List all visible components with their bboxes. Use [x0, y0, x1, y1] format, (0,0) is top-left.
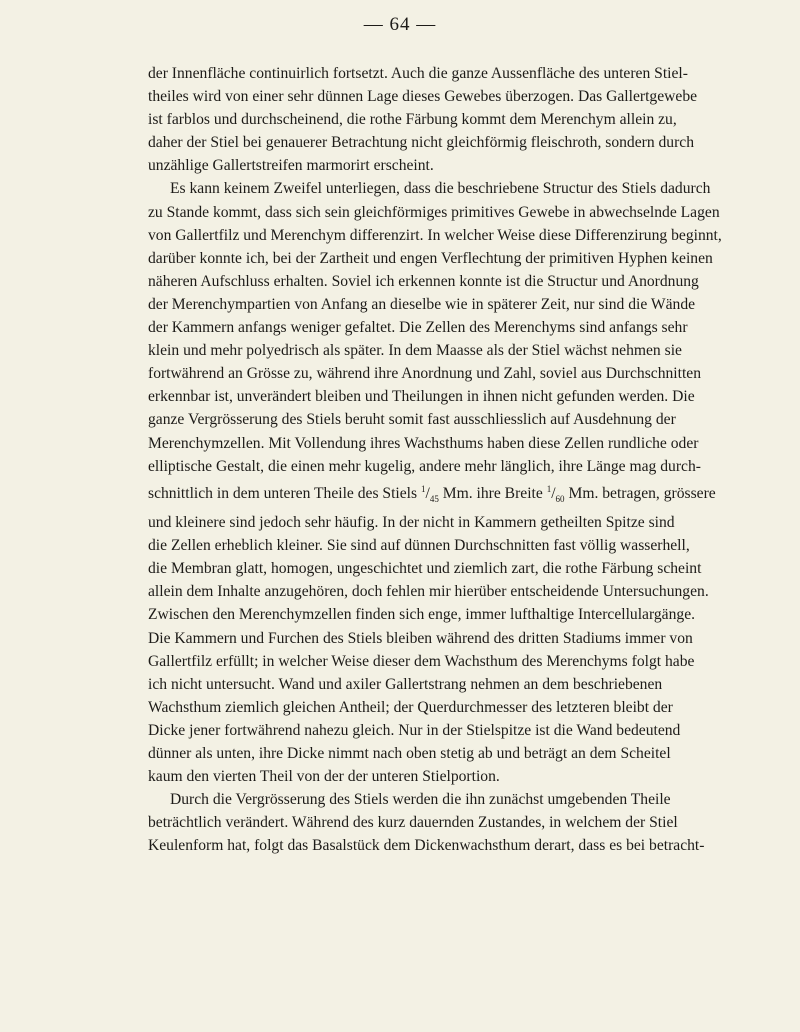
text-line: und kleinere sind jedoch sehr häufig. In der nicht in Kammern getheilten Spitze sind — [148, 514, 675, 532]
text-line: Es kann keinem Zweifel unterliegen, dass die beschriebene Structur des Stiels dadurch — [170, 180, 711, 198]
text-line: Durch die Vergrösserung des Stiels werden die ihn zunächst umgebenden Theile — [170, 791, 671, 809]
text-line: theiles wird von einer sehr dünnen Lage dieses Gewebes überzogen. Das Gallertgewebe — [148, 88, 698, 106]
text-line: der Merenchympartien von Anfang an dieselbe wie in späterer Zeit, nur sind die Wände — [148, 295, 696, 313]
text-line: Zwischen den Merenchymzellen finden sich enge, immer lufthaltige Intercellulargänge. — [148, 606, 696, 624]
text-line: ich nicht untersucht. Wand und axiler Gallertstrang nehmen an dem beschriebenen — [148, 675, 663, 693]
text-line: Gallertfilz erfüllt; in welcher Weise dieser dem Wachsthum des Merenchyms folgt habe — [148, 652, 695, 670]
text-line: Dicke jener fortwährend nahezu gleich. Nur in der Stielspitze ist die Wand bedeutend — [148, 721, 681, 739]
text-line: beträchtlich verändert. Während des kurz dauernden Zustandes, in welchem der Stiel — [148, 814, 678, 832]
text-line: der Kammern anfangs weniger gefaltet. Die Zellen des Merenchyms sind anfangs sehr — [148, 319, 688, 337]
text-line: daher der Stiel bei genauerer Betrachtung nicht gleichförmig fleischroth, sondern durch — [148, 134, 695, 152]
text-line: Keulenform hat, folgt das Basalstück dem Dickenwachsthum derart, dass es bei betracht- — [148, 837, 705, 855]
paragraph-1 — [148, 62, 698, 177]
text-line: Wachsthum ziemlich gleichen Antheil; der Querdurchmesser des letzteren bleibt der — [148, 698, 673, 716]
text-line: unzählige Gallertstreifen marmorirt erscheint. — [148, 157, 434, 175]
text-line: Die Kammern und Furchen des Stiels bleiben während des dritten Stadiums immer von — [148, 629, 693, 647]
text-line: die Membran glatt, homogen, ungeschichtet und ziemlich zart, die rothe Färbung scheint — [148, 560, 702, 578]
fraction-line-start: schnittlich in dem unteren Theile des Stiels — [148, 484, 418, 502]
text-line: dünner als unten, ihre Dicke nimmt nach oben stetig ab und beträgt an dem Scheitel — [148, 745, 671, 763]
text-line: allein dem Inhalte anzugehören, doch fehlen mir hierüber entscheidende Untersuchungen. — [148, 583, 709, 601]
text-line: elliptische Gestalt, die einen mehr kugelig, andere mehr länglich, ihre Länge mag durch- — [148, 457, 701, 475]
text-line: klein und mehr polyedrisch als später. In dem Maasse als der Stiel wächst nehmen sie — [148, 342, 682, 360]
text-line: erkennbar ist, unverändert bleiben und Theilungen in ihnen nicht gefunden werden. Die — [148, 388, 695, 406]
paragraph-2 — [148, 177, 722, 788]
text-line: ganze Vergrösserung des Stiels beruht somit fast ausschliesslich auf Ausdehnung der — [148, 411, 676, 429]
fraction-line-middle: Mm. ihre Breite — [442, 484, 543, 502]
text-line: die Zellen erheblich kleiner. Sie sind auf dünnen Durchschnitten fast völlig wasserhell, — [148, 537, 690, 555]
text-line-with-fractions — [148, 478, 716, 511]
fraction-width: $^1/_{60}$ — [546, 483, 565, 504]
text-line: näheren Aufschluss erhalten. Soviel ich erkennen konnte ist die Structur und Anordnung — [148, 272, 699, 290]
body-text — [148, 62, 722, 857]
paragraph-3 — [148, 788, 705, 857]
text-line: zu Stande kommt, dass sich sein gleichförmiges primitives Gewebe in abwechselnde Lagen — [148, 203, 720, 221]
text-line: ist farblos und durchscheinend, die rothe Färbung kommt dem Merenchym allein zu, — [148, 111, 677, 129]
text-line: der Innenfläche continuirlich fortsetzt. Auch die ganze Aussenfläche des unteren Stiel- — [148, 65, 688, 82]
text-line: kaum den vierten Theil von der der unteren Stielportion. — [148, 768, 500, 786]
text-line: von Gallertfilz und Merenchym differenzirt. In welcher Weise diese Differenzirung beginnt, — [148, 226, 722, 244]
fraction-length: $^1/_{45}$ — [421, 483, 439, 504]
text-line: Merenchymzellen. Mit Vollendung ihres Wachsthums haben diese Zellen rundliche oder — [148, 434, 699, 452]
text-line: darüber konnte ich, bei der Zartheit und engen Verflechtung der primitiven Hyphen keinen — [148, 249, 713, 267]
text-line: fortwährend an Grösse zu, während ihre Anordnung und Zahl, soviel aus Durchschnitten — [148, 365, 701, 383]
page-number: — 64 — — [363, 14, 437, 35]
fraction-line-end: Mm. betragen, grössere — [568, 484, 716, 502]
